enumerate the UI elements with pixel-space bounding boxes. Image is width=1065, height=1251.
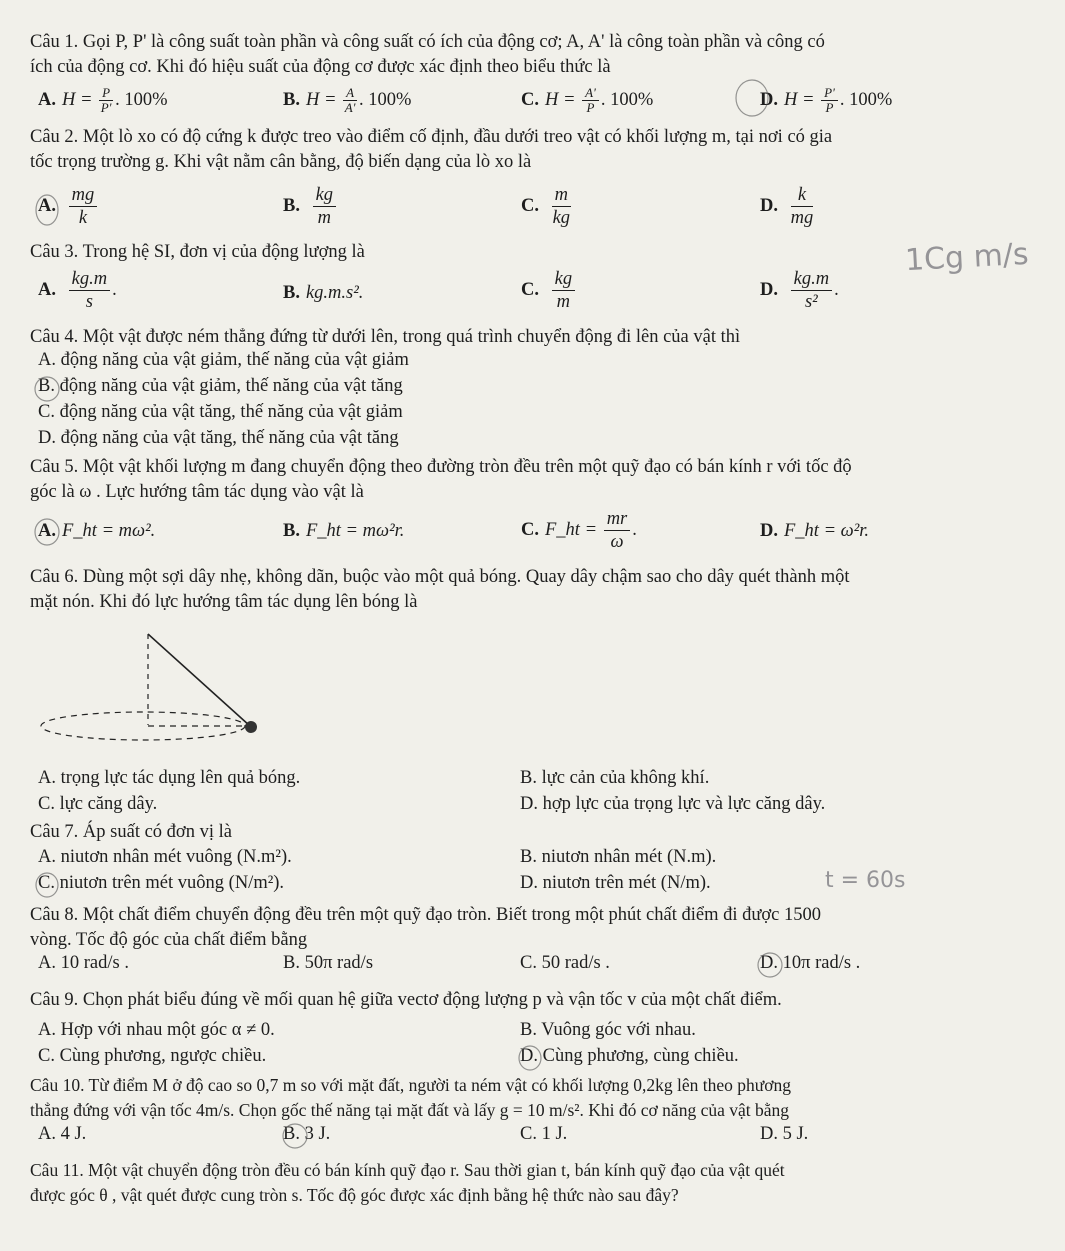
question-10-text-line1: Câu 10. Từ điểm M ở độ cao so 0,7 m so với mặt đất, người ta ném vật có khối lượng 0,2kg lên theo phương — [30, 1075, 791, 1095]
q6-option-a[interactable]: A. trọng lực tác dụng lên quả bóng. — [38, 768, 301, 788]
q6-option-b[interactable]: B. lực cản của không khí. — [520, 768, 710, 788]
q3-option-d[interactable]: D. $\frac{kg.m}{\text{s²}}$ . — [760, 269, 839, 312]
q3-option-b[interactable]: B. kg.m.s². — [283, 283, 364, 303]
circle-mark-q1 — [736, 80, 768, 116]
question-1-text-line1: Câu 1. Gọi P, P' là công suất toàn phần và công suất có ích của động cơ; A, A' là công toàn phần và công có — [30, 32, 825, 52]
q6-option-d[interactable]: D. hợp lực của trọng lực và lực căng dây. — [520, 794, 826, 814]
question-2-text-line2: tốc trọng trường g. Khi vật nằm cân bằng, độ biến dạng của lò xo là — [30, 152, 532, 172]
question-5-text-line1: Câu 5. Một vật khối lượng m đang chuyển động theo đường tròn đều trên một quỹ đạo có bán kính r với tốc độ — [30, 457, 852, 477]
q1-option-a[interactable]: A. H = $\frac{P}{P'}$ . 100% — [38, 85, 168, 115]
q4-option-c[interactable]: C. động năng của vật tăng, thế năng của vật giảm — [38, 402, 403, 422]
q10-option-d[interactable]: D. 5 J. — [760, 1124, 809, 1144]
q9-option-c[interactable]: C. Cùng phương, ngược chiều. — [38, 1046, 267, 1066]
circle-mark-q5 — [35, 519, 59, 545]
handwritten-note-momentum: 1Cg m/s — [904, 236, 1030, 279]
circle-mark-q4 — [35, 377, 59, 401]
q8-option-c[interactable]: C. 50 rad/s . — [520, 953, 610, 973]
question-6-text-line1: Câu 6. Dùng một sợi dây nhẹ, không dãn, buộc vào một quả bóng. Quay dây chậm sao cho dây quét thành một — [30, 567, 850, 587]
circle-mark-q8 — [758, 953, 782, 977]
q7-option-d[interactable]: D. niutơn trên mét (N/m). — [520, 873, 711, 893]
q8-option-d[interactable]: D. 10π rad/s . — [760, 953, 861, 973]
q1-option-b[interactable]: B. H = $\frac{A}{A'}$ . 100% — [283, 85, 412, 115]
question-7-text-line1: Câu 7. Áp suất có đơn vị là — [30, 822, 232, 842]
question-8-text-line2: vòng. Tốc độ góc của chất điểm bằng — [30, 930, 308, 950]
q7-option-a[interactable]: A. niutơn nhân mét vuông (N.m²). — [38, 847, 292, 867]
circle-mark-q2 — [36, 195, 58, 225]
question-5-text-line2: góc là ω . Lực hướng tâm tác dụng vào vật là — [30, 482, 364, 502]
circle-mark-q10 — [283, 1124, 307, 1148]
q4-option-a[interactable]: A. động năng của vật giảm, thế năng của vật giảm — [38, 350, 409, 370]
question-8-text-line1: Câu 8. Một chất điểm chuyển động đều trên một quỹ đạo tròn. Biết trong một phút chất điểm đi được 1500 — [30, 905, 822, 925]
q3-option-a[interactable]: A. $\frac{kg.m}{s}$ . — [38, 269, 117, 312]
q5-option-c[interactable]: C. F_ht = $\frac{mr}{\omega}$ . — [521, 509, 637, 552]
question-3-text-line1: Câu 3. Trong hệ SI, đơn vị của động lượng là — [30, 242, 365, 262]
q3-option-c[interactable]: C. $\frac{kg}{m}$ — [521, 268, 577, 313]
q4-option-b[interactable]: B. động năng của vật giảm, thế năng của vật tăng — [38, 376, 403, 396]
question-9-text-line1: Câu 9. Chọn phát biểu đúng về mối quan hệ giữa vectơ động lượng p và vận tốc v của một chất điểm. — [30, 990, 782, 1010]
q9-option-b[interactable]: B. Vuông góc với nhau. — [520, 1020, 696, 1040]
q10-option-c[interactable]: C. 1 J. — [520, 1124, 568, 1144]
q4-option-d[interactable]: D. động năng của vật tăng, thế năng của vật tăng — [38, 428, 399, 448]
question-11-text-line1: Câu 11. Một vật chuyển động tròn đều có bán kính quỹ đạo r. Sau thời gian t, bán kính quỹ đạo của vật quét — [30, 1160, 785, 1180]
q5-option-d[interactable]: D. F_ht = ω²r. — [760, 521, 870, 541]
q8-option-b[interactable]: B. 50π rad/s — [283, 953, 374, 973]
q5-option-b[interactable]: B. F_ht = mω²r. — [283, 521, 405, 541]
q9-option-d[interactable]: D. Cùng phương, cùng chiều. — [520, 1046, 739, 1066]
question-2-text-line1: Câu 2. Một lò xo có độ cứng k được treo vào điểm cố định, đầu dưới treo vật có khối lượng m, tại nơi có gia — [30, 127, 833, 147]
q2-option-d[interactable]: D. $\frac{k}{mg}$ — [760, 185, 814, 228]
q8-option-a[interactable]: A. 10 rad/s . — [38, 953, 129, 973]
q6-option-c[interactable]: C. lực căng dây. — [38, 794, 158, 814]
q5-option-a[interactable]: A. F_ht = mω². — [38, 521, 156, 541]
q2-option-b[interactable]: B. $\frac{kg}{m}$ — [283, 184, 338, 229]
q10-option-a[interactable]: A. 4 J. — [38, 1124, 87, 1144]
handwritten-note-time: t = 60s — [825, 868, 906, 893]
question-1-text-line2: ích của động cơ. Khi đó hiệu suất của động cơ được xác định theo biểu thức là — [30, 57, 611, 77]
q7-option-c[interactable]: C. niutơn trên mét vuông (N/m²). — [38, 873, 285, 893]
question-4-text-line1: Câu 4. Một vật được ném thẳng đứng từ dưới lên, trong quá trình chuyển động đi lên của vật thì — [30, 327, 741, 347]
q10-option-b[interactable]: B. 3 J. — [283, 1124, 331, 1144]
q1-option-c[interactable]: C. H = $\frac{A'}{P}$ . 100% — [521, 85, 654, 115]
circle-mark-q9 — [519, 1046, 541, 1070]
q2-option-a[interactable]: A. $\frac{mg}{k}$ — [38, 184, 99, 229]
q1-option-d[interactable]: D. H = $\frac{P'}{P}$ . 100% — [760, 85, 893, 115]
question-11-text-line2: được góc θ , vật quét được cung tròn s. Tốc độ góc được xác định bằng hệ thức nào sau đây? — [30, 1185, 679, 1205]
circle-mark-q7 — [36, 873, 58, 897]
q9-option-a[interactable]: A. Hợp với nhau một góc α ≠ 0. — [38, 1020, 275, 1040]
question-10-text-line2: thẳng đứng với vận tốc 4m/s. Chọn gốc thế năng tại mặt đất và lấy g = 10 m/s². Khi đó cơ năng của vật bằng — [30, 1100, 790, 1120]
q2-option-c[interactable]: C. $\frac{m}{kg}$ — [521, 185, 571, 228]
q7-option-b[interactable]: B. niutơn nhân mét (N.m). — [520, 847, 717, 867]
question-6-text-line2: mặt nón. Khi đó lực hướng tâm tác dụng lên bóng là — [30, 592, 418, 612]
